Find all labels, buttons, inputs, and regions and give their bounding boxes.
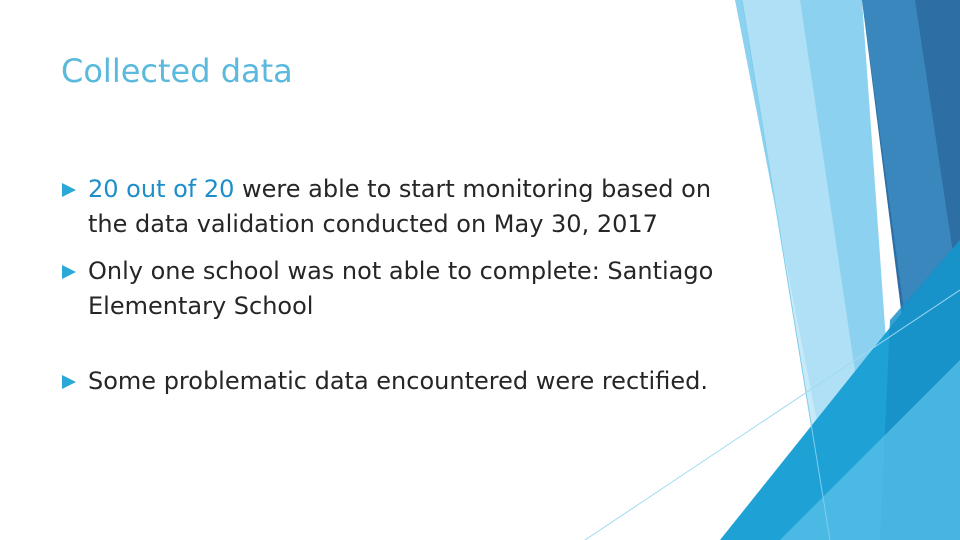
triangle-bullet-icon (62, 265, 76, 279)
bullet-text: Some problematic data encountered were rectified. (88, 367, 708, 395)
triangle-bullet-icon (62, 375, 76, 389)
triangle-bullet-icon (62, 183, 76, 197)
slide-title: Collected data (61, 52, 293, 90)
bullet-item (60, 254, 740, 324)
bullet-highlight: 20 out of 20 (88, 175, 235, 203)
bullet-item (60, 172, 740, 242)
bullet-text: Only one school was not able to complete: Santiago Elementary School (88, 257, 714, 320)
bullet-list (60, 172, 740, 399)
bullet-text: were able to start monitoring based on the data validation conducted on May 30, 2017 (88, 175, 712, 238)
bullet-item (60, 364, 740, 399)
